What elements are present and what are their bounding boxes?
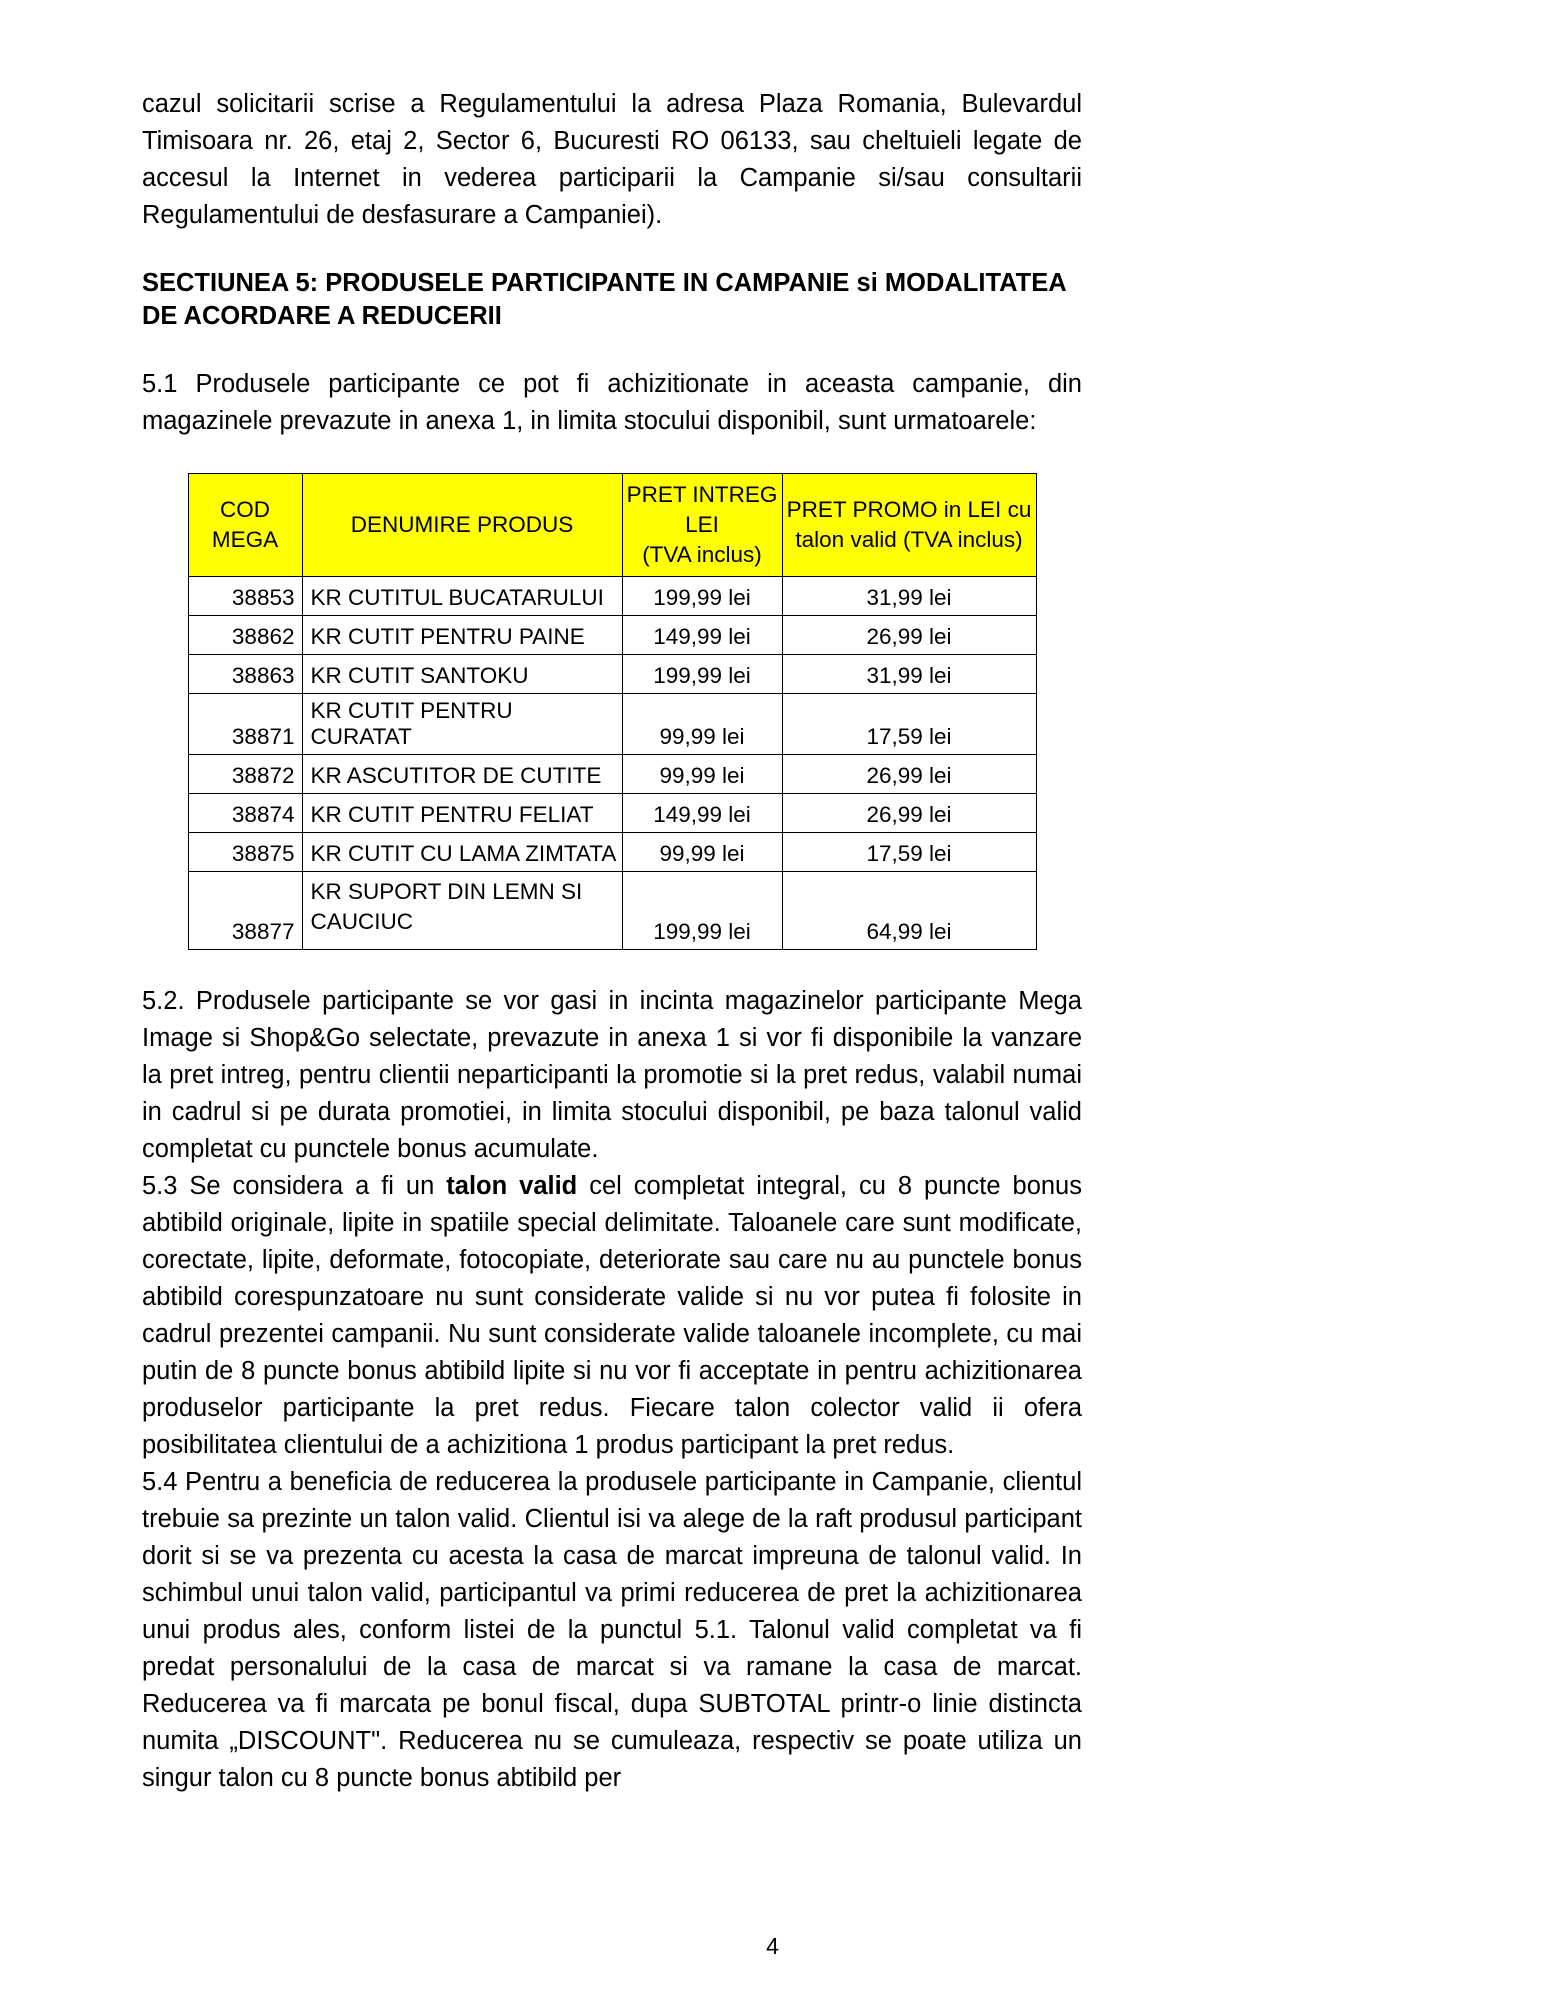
column-header-pret-intreg — [622, 474, 782, 577]
section-heading: SECTIUNEA 5: PRODUSELE PARTICIPANTE IN CAMPANIE si MODALITATEA DE ACORDARE A REDUCERII — [142, 269, 1066, 330]
table-header — [188, 474, 1036, 577]
table-row — [188, 794, 1036, 833]
cell-cod: 38862 — [188, 616, 302, 655]
cell-promo: 17,59 lei — [782, 694, 1036, 755]
paragraph-5-1: 5.1 Produsele participante ce pot fi achizitionate in aceasta campanie, din magazinele prevazute in anexa 1, in limita stocului disponibil, sunt urmatoarele: — [142, 370, 1082, 435]
cell-cod: 38872 — [188, 755, 302, 794]
paragraph-5-3-part1: 5.3 Se considera a fi un — [142, 1172, 447, 1200]
cell-promo: 26,99 lei — [782, 755, 1036, 794]
cell-promo: 26,99 lei — [782, 616, 1036, 655]
spacer — [142, 333, 1082, 366]
table-row — [188, 833, 1036, 872]
header-line-2: talon valid (TVA inclus) — [795, 527, 1023, 552]
page-content — [142, 86, 1082, 1797]
cell-denumire-line-1: KR SUPORT DIN LEMN SI — [310, 879, 583, 904]
cell-pret: 149,99 lei — [622, 794, 782, 833]
cell-cod: 38874 — [188, 794, 302, 833]
spacer — [142, 234, 1082, 267]
paragraph-5-3 — [142, 1168, 1082, 1464]
cell-denumire — [302, 872, 622, 950]
products-table-wrapper — [142, 473, 1082, 950]
cell-cod: 38875 — [188, 833, 302, 872]
cell-denumire: KR CUTIT PENTRU CURATAT — [302, 694, 622, 755]
header-line-2: LEI — [685, 512, 719, 537]
cell-promo: 17,59 lei — [782, 833, 1036, 872]
cell-cod: 38863 — [188, 655, 302, 694]
cell-pret: 99,99 lei — [622, 694, 782, 755]
column-header-denumire-produs — [302, 474, 622, 577]
paragraph-5-4: 5.4 Pentru a beneficia de reducerea la produsele participante in Campanie, clientul trebuie sa prezinte un talon valid. Clientul isi va alege de la raft produsul participant dorit si se va prezenta cu acesta la casa de marcat impreuna de talonul valid. In schimbul unui talon valid, participantul va primi reducerea de pret la achizitionarea unui produs ales, conform listei de la punctul 5.1. Talonul valid completat va fi predat personalului de la casa de marcat si va ramane la casa de marcat. Reducerea va fi marcata pe bonul fiscal, dupa SUBTOTAL printr-o linie distincta numita „DISCOUNT". Reducerea nu se cumuleaza, respectiv se poate utiliza un singur talon cu 8 puncte bonus abtibild per — [142, 1468, 1082, 1792]
header-line-2: MEGA — [211, 527, 279, 552]
cell-promo: 31,99 lei — [782, 577, 1036, 616]
column-header-pret-promo — [782, 474, 1036, 577]
spacer — [142, 440, 1082, 473]
header-line-3: (TVA inclus) — [642, 542, 762, 567]
cell-pret: 199,99 lei — [622, 655, 782, 694]
spacer — [142, 950, 1082, 983]
table-row — [188, 655, 1036, 694]
cell-cod: 38853 — [188, 577, 302, 616]
cell-denumire: KR CUTIT PENTRU FELIAT — [302, 794, 622, 833]
header-line-1: PRET INTREG — [626, 482, 778, 507]
products-table — [188, 473, 1037, 950]
page-number-footer: 4 — [766, 1933, 779, 1959]
table-row — [188, 755, 1036, 794]
header-line-1: DENUMIRE PRODUS — [350, 512, 574, 537]
table-row — [188, 577, 1036, 616]
cell-denumire: KR ASCUTITOR DE CUTITE — [302, 755, 622, 794]
column-header-cod-mega — [188, 474, 302, 577]
cell-promo: 31,99 lei — [782, 655, 1036, 694]
table-row — [188, 616, 1036, 655]
table-body — [188, 577, 1036, 950]
cell-pret: 199,99 lei — [622, 577, 782, 616]
talon-valid-bold: talon valid — [446, 1172, 578, 1200]
header-line-1: PRET PROMO in LEI cu — [786, 497, 1032, 522]
header-line-1: COD — [220, 497, 270, 522]
cell-pret: 199,99 lei — [622, 872, 782, 950]
table-header-row — [188, 474, 1036, 577]
cell-cod: 38877 — [188, 872, 302, 950]
cell-denumire: KR CUTIT PENTRU PAINE — [302, 616, 622, 655]
cell-cod: 38871 — [188, 694, 302, 755]
table-row — [188, 694, 1036, 755]
cell-denumire-line-2: CAUCIUC — [310, 909, 414, 934]
table-row — [188, 872, 1036, 950]
cell-denumire: KR CUTIT SANTOKU — [302, 655, 622, 694]
cell-promo: 26,99 lei — [782, 794, 1036, 833]
cell-pret: 99,99 lei — [622, 833, 782, 872]
cell-promo: 64,99 lei — [782, 872, 1036, 950]
paragraph-5-3-part2: cel completat integral, cu 8 puncte bonus abtibild originale, lipite in spatiile special delimitate. Taloanele care sunt modificate, corectate, lipite, deformate, fotocopiate, deteriorate sau care nu au punctele bonus abtibild corespunzatoare nu sunt considerate valide si nu vor putea fi folosite in cadrul prezentei campanii. Nu sunt considerate valide taloanele incomplete, cu mai putin de 8 puncte bonus abtibild lipite si nu vor fi acceptate in pentru achizitionarea produselor participante la pret redus. Fiecare talon colector valid ii ofera posibilitatea clientului de a achizitiona 1 produs participant la pret redus. — [142, 1172, 1082, 1459]
cell-pret: 149,99 lei — [622, 616, 782, 655]
cell-denumire: KR CUTITUL BUCATARULUI — [302, 577, 622, 616]
cell-denumire: KR CUTIT CU LAMA ZIMTATA — [302, 833, 622, 872]
paragraph-5-2: 5.2. Produsele participante se vor gasi in incinta magazinelor participante Mega Image si Shop&Go selectate, prevazute in anexa 1 si vor fi disponibile la vanzare la pret intreg, pentru clientii neparticipanti la promotie si la pret redus, valabil numai in cadrul si pe durata promotiei, in limita stocului disponibil, pe baza talonul valid completat cu punctele bonus acumulate. — [142, 987, 1082, 1163]
intro-paragraph: cazul solicitarii scrise a Regulamentului la adresa Plaza Romania, Bulevardul Timisoara nr. 26, etaj 2, Sector 6, Bucuresti RO 06133, sau cheltuieli legate de accesul la Internet in vederea participarii la Campanie si/sau consultarii Regulamentului de desfasurare a Campaniei). — [142, 90, 1082, 229]
cell-pret: 99,99 lei — [622, 755, 782, 794]
